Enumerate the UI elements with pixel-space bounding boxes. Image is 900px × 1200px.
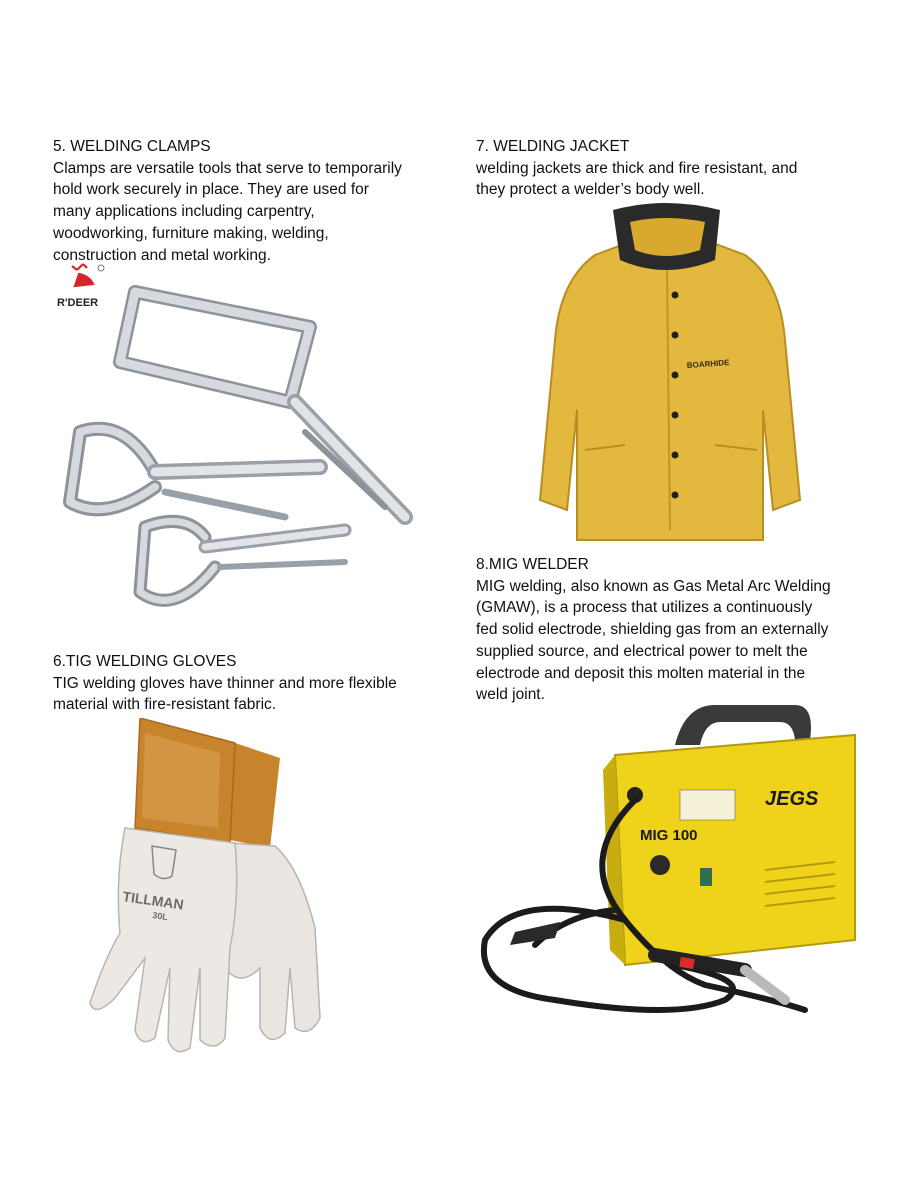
tig-gloves-image (70, 718, 350, 1058)
mig-welder-section (476, 554, 866, 706)
jacket (540, 203, 800, 540)
mig-welder-description: MIG welding, also known as Gas Metal Arc Welding (GMAW), is a process that utilizes a continuously fed solid electrode, shielding gas from an externally supplied source, and electrical power to melt the electrode and deposit this molten material in the weld joint. (476, 577, 831, 704)
welding-clamps-title: 5. WELDING CLAMPS (53, 138, 211, 155)
tig-gloves-description: TIG welding gloves have thinner and more flexible material with fire-resistant fabric. (53, 674, 397, 714)
gloves-illustration (70, 718, 350, 1058)
glove-size-text: 30L (151, 910, 169, 923)
jegs-brand-text: JEGS (765, 788, 819, 810)
feed-speed-knob-icon (650, 855, 670, 875)
mig-welder-illustration (475, 700, 865, 1050)
welding-clamps-image (55, 262, 425, 632)
jacket-illustration (515, 200, 825, 550)
front-glove (90, 718, 237, 1052)
welder-model-text: MIG 100 (640, 827, 698, 844)
clamps-illustration (55, 262, 425, 632)
welding-jacket-section (476, 136, 866, 201)
welding-jacket-image (515, 200, 825, 550)
welding-jacket-description: welding jackets are thick and fire resistant, and they protect a welder’s body well. (476, 159, 798, 199)
welding-clamps-description: Clamps are versatile tools that serve to temporarily hold work securely in place. They are used for many applications including carpentry, woodworking, furniture making, welding, construction and metal working. (53, 159, 402, 264)
welding-jacket-title: 7. WELDING JACKET (476, 138, 630, 155)
medium-c-clamp (70, 429, 320, 517)
boarhide-brand-text: BOARHIDE (686, 358, 730, 370)
tig-gloves-section (53, 651, 433, 716)
rdeer-logo-text: R'DEER (57, 297, 99, 309)
large-c-clamp (120, 292, 405, 517)
rdeer-logo (57, 264, 104, 309)
tig-gloves-title: 6.TIG WELDING GLOVES (53, 653, 237, 670)
small-c-clamp (140, 521, 345, 600)
mig-welder-title: 8.MIG WELDER (476, 556, 589, 573)
welding-clamps-section (53, 136, 433, 266)
mig-welder-image (475, 700, 865, 1050)
welder-machine (603, 705, 855, 965)
tillman-brand-text: TILLMAN (121, 888, 185, 913)
